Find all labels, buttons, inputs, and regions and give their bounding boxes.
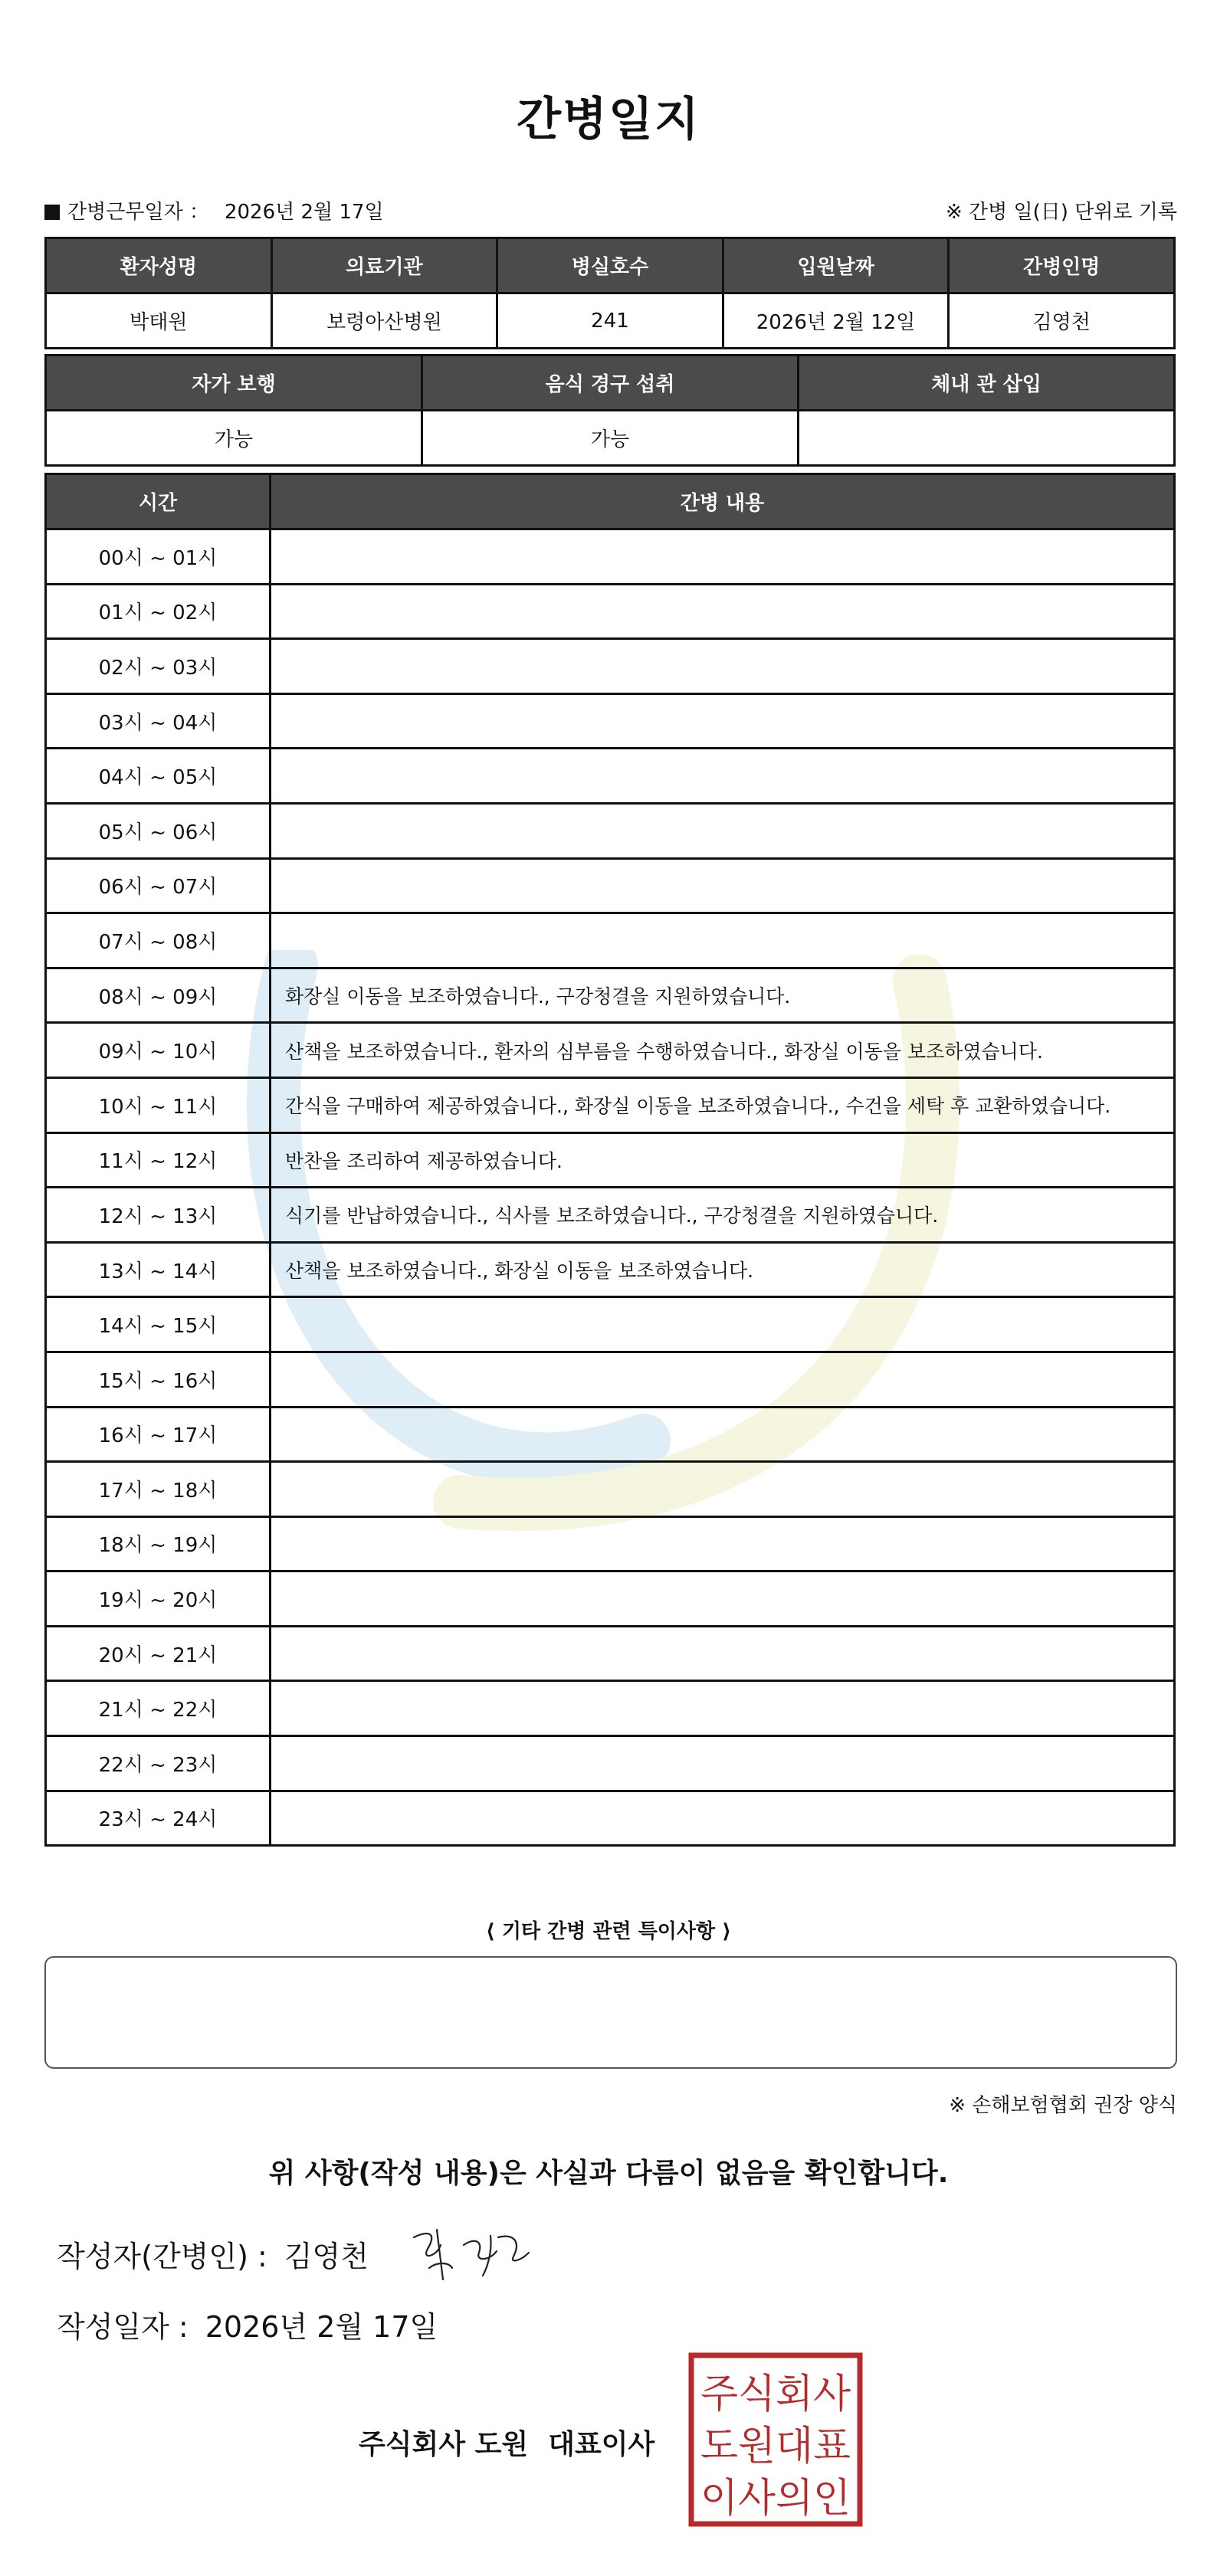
work-date (44, 196, 384, 224)
company-line (359, 2423, 654, 2462)
care-log-time: 00시 ~ 01시 (46, 529, 271, 585)
care-log-content (271, 693, 1175, 749)
other-notes-title: ⟨ 기타 간병 관련 특이사항 ⟩ (485, 1920, 732, 1943)
patient-table-header: 의료기관 (271, 238, 497, 293)
writer-label: 작성자(간병인) : (57, 2240, 267, 2273)
patient-table-cell: 김영천 (949, 293, 1175, 349)
care-log-content: 반찬을 조리하여 제공하였습니다. (271, 1132, 1175, 1188)
other-notes-box (44, 1956, 1177, 2069)
patient-table-header: 환자성명 (46, 238, 272, 293)
care-log-time: 09시 ~ 10시 (46, 1023, 271, 1078)
care-log-row (46, 1077, 1175, 1132)
care-log-content: 식기를 반납하였습니다., 식사를 보조하였습니다., 구강청결을 지원하였습니다. (271, 1188, 1175, 1243)
care-log-time: 02시 ~ 03시 (46, 639, 271, 694)
patient-table-header: 간병인명 (949, 238, 1175, 293)
care-log-content (271, 858, 1175, 913)
patient-table (44, 237, 1176, 349)
care-log-content (271, 1462, 1175, 1517)
care-log-time: 06시 ~ 07시 (46, 858, 271, 913)
patient-table-header: 병실호수 (497, 238, 723, 293)
care-log-row (46, 639, 1175, 694)
care-log-time: 10시 ~ 11시 (46, 1077, 271, 1132)
svg-text:도원대표: 도원대표 (700, 2424, 851, 2469)
care-log-header: 시간 (46, 474, 271, 529)
care-log-row (46, 1023, 1175, 1078)
care-log-content: 산책을 보조하였습니다., 환자의 심부름을 수행하였습니다., 화장실 이동을 보조하였습니다. (271, 1023, 1175, 1078)
writer-line (57, 2233, 369, 2275)
care-log-content (271, 529, 1175, 585)
care-log-time: 15시 ~ 16시 (46, 1352, 271, 1407)
care-log-content: 간식을 구매하여 제공하였습니다., 화장실 이동을 보조하였습니다., 수건을 세탁 후 교환하였습니다. (271, 1077, 1175, 1132)
care-log-row (46, 584, 1175, 639)
care-log-content (271, 1736, 1175, 1791)
care-log-content: 산책을 보조하였습니다., 화장실 이동을 보조하였습니다. (271, 1242, 1175, 1297)
care-log-header: 간병 내용 (271, 474, 1175, 529)
care-log-row (46, 913, 1175, 968)
care-log-row (46, 1736, 1175, 1791)
status-table-header: 체내 관 삽입 (799, 356, 1175, 411)
svg-text:주식회사: 주식회사 (700, 2371, 851, 2417)
care-log-time: 20시 ~ 21시 (46, 1626, 271, 1681)
status-table (44, 354, 1176, 467)
patient-table-cell: 보령아산병원 (271, 293, 497, 349)
write-date-line (57, 2303, 438, 2345)
care-log-row (46, 693, 1175, 749)
care-log-content (271, 749, 1175, 804)
care-log-row (46, 1132, 1175, 1188)
care-log-time: 05시 ~ 06시 (46, 803, 271, 858)
care-log-time: 04시 ~ 05시 (46, 749, 271, 804)
status-table-header: 자가 보행 (46, 356, 422, 411)
care-log-row (46, 1626, 1175, 1681)
care-log-content (271, 1571, 1175, 1627)
patient-table-cell: 241 (497, 293, 723, 349)
record-note: ※ 간병 일(日) 단위로 기록 (945, 201, 1177, 224)
care-log-time: 23시 ~ 24시 (46, 1791, 271, 1846)
care-log-row (46, 1462, 1175, 1517)
square-bullet-icon (44, 205, 60, 220)
patient-table-header: 입원날짜 (723, 238, 949, 293)
care-log-content (271, 1297, 1175, 1352)
care-log-row (46, 1242, 1175, 1297)
care-log-row (46, 1188, 1175, 1243)
care-log-content: 화장실 이동을 보조하였습니다., 구강청결을 지원하였습니다. (271, 968, 1175, 1023)
care-log-content (271, 1352, 1175, 1407)
care-log-time: 21시 ~ 22시 (46, 1681, 271, 1736)
company-seal (688, 2352, 863, 2527)
care-log-row (46, 1791, 1175, 1846)
care-log-row (46, 1681, 1175, 1736)
care-log-content (271, 1407, 1175, 1462)
care-log-row (46, 858, 1175, 913)
confirmation-statement: 위 사항(작성 내용)은 사실과 다름이 없음을 확인합니다. (268, 2158, 949, 2189)
care-log-row (46, 803, 1175, 858)
status-table-cell (799, 411, 1175, 466)
care-log-row (46, 1571, 1175, 1627)
care-log-time: 22시 ~ 23시 (46, 1736, 271, 1791)
care-log-time: 18시 ~ 19시 (46, 1516, 271, 1571)
work-date-label: 간병근무일자 ： (67, 201, 209, 224)
care-log-time: 01시 ~ 02시 (46, 584, 271, 639)
company-title: 대표이사 (548, 2429, 655, 2460)
status-table-cell: 가능 (46, 411, 422, 466)
care-log-time: 16시 ~ 17시 (46, 1407, 271, 1462)
care-log-content (271, 1681, 1175, 1736)
care-log-time: 07시 ~ 08시 (46, 913, 271, 968)
svg-text:이사의인: 이사의인 (700, 2476, 851, 2522)
work-date-value: 2026년 2월 17일 (224, 201, 384, 224)
patient-table-cell: 박태원 (46, 293, 272, 349)
care-log-content (271, 639, 1175, 694)
care-log-time: 14시 ~ 15시 (46, 1297, 271, 1352)
care-log-time: 11시 ~ 12시 (46, 1132, 271, 1188)
page-title: 간병일지 (517, 93, 700, 146)
writer-name: 김영천 (284, 2240, 369, 2273)
care-log-content (271, 1516, 1175, 1571)
write-date-value: 2026년 2월 17일 (205, 2310, 438, 2344)
care-log-row (46, 968, 1175, 1023)
write-date-label: 작성일자 : (57, 2310, 189, 2344)
care-log-row (46, 749, 1175, 804)
care-log-content (271, 1791, 1175, 1846)
care-log-time: 03시 ~ 04시 (46, 693, 271, 749)
care-log-row (46, 1352, 1175, 1407)
care-log-time: 08시 ~ 09시 (46, 968, 271, 1023)
signature (406, 2214, 536, 2291)
care-log-time: 13시 ~ 14시 (46, 1242, 271, 1297)
care-log-content (271, 584, 1175, 639)
company-name: 주식회사 도원 (359, 2429, 529, 2460)
patient-table-cell: 2026년 2월 12일 (723, 293, 949, 349)
care-log-time: 17시 ~ 18시 (46, 1462, 271, 1517)
care-log-content (271, 913, 1175, 968)
status-table-header: 음식 경구 섭취 (422, 356, 799, 411)
care-log-content (271, 1626, 1175, 1681)
care-log-content (271, 803, 1175, 858)
status-table-cell: 가능 (422, 411, 799, 466)
care-log-row (46, 529, 1175, 585)
care-log-row (46, 1516, 1175, 1571)
care-log-time: 19시 ~ 20시 (46, 1571, 271, 1627)
care-log-time: 12시 ~ 13시 (46, 1188, 271, 1243)
form-note: ※ 손해보험협회 권장 양식 (949, 2094, 1177, 2117)
care-log-row (46, 1407, 1175, 1462)
care-log-table (44, 473, 1176, 1847)
care-log-row (46, 1297, 1175, 1352)
